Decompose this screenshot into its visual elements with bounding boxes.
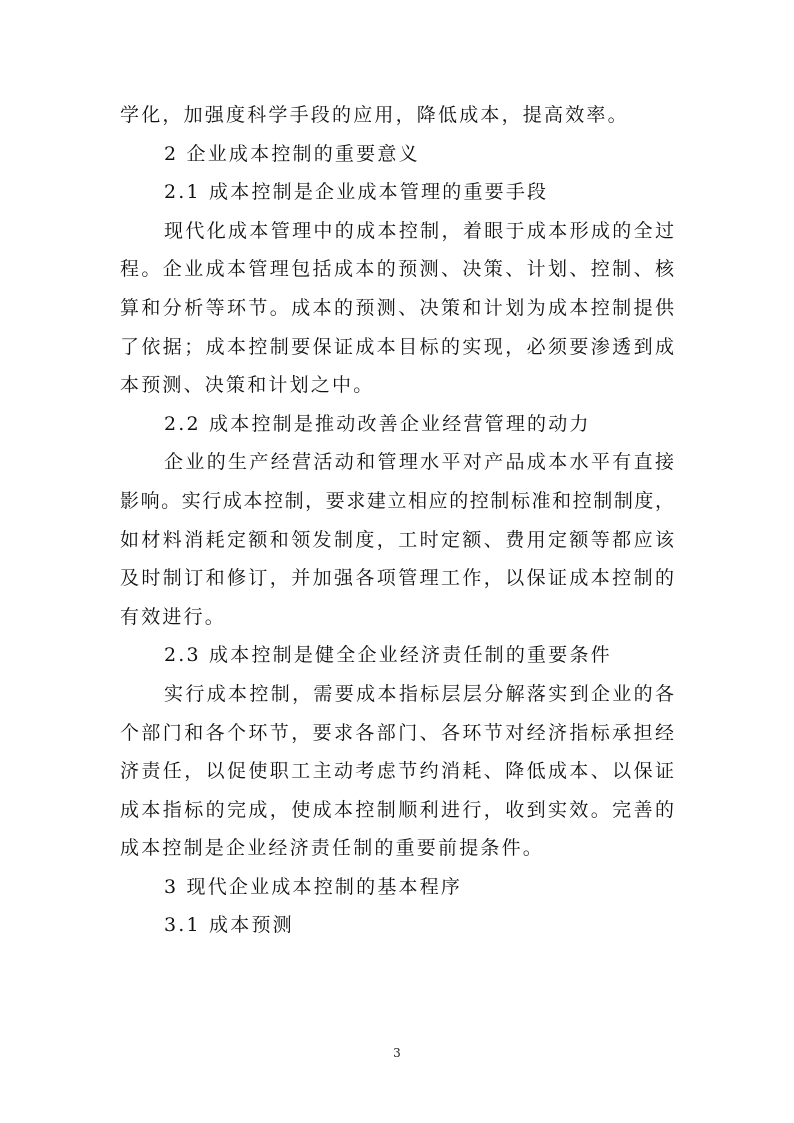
paragraph-line: 现代化成本管理中的成本控制，着眼于成本形成的全过 [164, 219, 674, 242]
section-heading: 2 企业成本控制的重要意义 [164, 142, 420, 165]
paragraph-line: 成本控制是企业经济责任制的重要前提条件。 [120, 837, 545, 860]
paragraph-line: 成本指标的完成，使成本控制顺利进行，收到实效。完善的 [120, 798, 674, 821]
subsection-heading: 2.1 成本控制是企业成本管理的重要手段 [164, 181, 549, 204]
paragraph-line: 如材料消耗定额和领发制度，工时定额、费用定额等都应该 [120, 528, 674, 551]
subsection-heading: 3.1 成本预测 [164, 914, 294, 937]
paragraph-line: 学化，加强度科学手段的应用，降低成本，提高效率。 [120, 104, 629, 126]
paragraph-line: 及时制订和修订，并加强各项管理工作，以保证成本控制的 [120, 567, 674, 590]
paragraph-line: 企业的生产经营活动和管理水平对产品成本水平有直接 [164, 451, 674, 474]
page-number: 3 [393, 1046, 401, 1060]
subsection-heading: 2.2 成本控制是推动改善企业经营管理的动力 [164, 412, 591, 435]
paragraph-line: 算和分析等环节。成本的预测、决策和计划为成本控制提供 [120, 296, 674, 319]
paragraph-line: 实行成本控制，需要成本指标层层分解落实到企业的各 [164, 682, 674, 705]
paragraph-line: 了依据；成本控制要保证成本目标的实现，必须要渗透到成 [120, 335, 674, 358]
paragraph-line: 本预测、决策和计划之中。 [120, 374, 375, 397]
paragraph-line: 有效进行。 [120, 605, 227, 628]
paragraph-line: 济责任，以促使职工主动考虑节约消耗、降低成本、以保证 [120, 760, 674, 783]
paragraph-line: 程。企业成本管理包括成本的预测、决策、计划、控制、核 [120, 258, 674, 281]
paragraph-line: 影响。实行成本控制，要求建立相应的控制标准和控制制度， [120, 489, 674, 512]
section-heading: 3 现代企业成本控制的基本程序 [164, 875, 463, 898]
subsection-heading: 2.3 成本控制是健全企业经济责任制的重要条件 [164, 644, 612, 667]
body-text [120, 96, 674, 945]
paragraph-line: 个部门和各个环节，要求各部门、各环节对经济指标承担经 [120, 721, 674, 744]
